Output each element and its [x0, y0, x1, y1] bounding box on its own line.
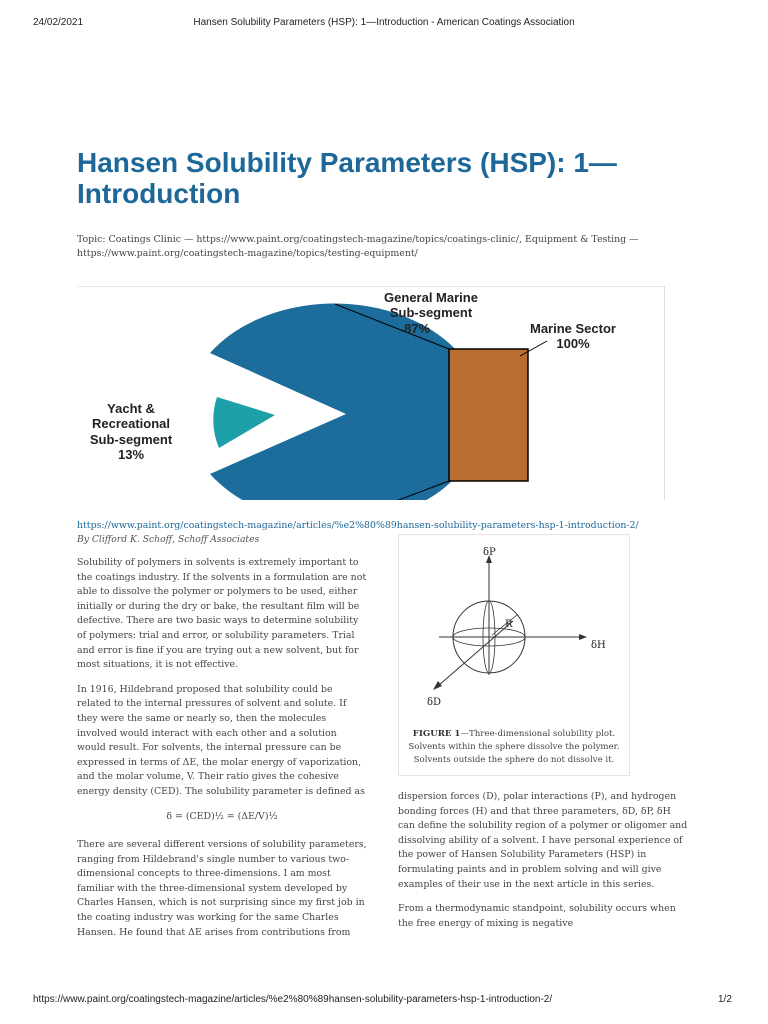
print-date: 24/02/2021: [33, 17, 84, 28]
figure-1-caption: [407, 728, 621, 767]
paragraph-5: From a thermodynamic standpoint, solubility occurs when the free energy of mixing is negative: [398, 903, 676, 929]
paragraph-1: Solubility of polymers in solvents is extremely important to the coatings industry. If the solvents in a formulation are not able to dissolve the polymer or polymers to be used, either initially or during the dry or bake, the resultant film will be defective. There are two basic ways to determine solubility of polymers: trial and error, or solubility parameters. Trial and error is fine if you are trying out a new solvent, but for most situations, it is not effective.: [77, 557, 367, 671]
label-yacht-line3: Sub-segment: [89, 432, 173, 447]
print-page-title: Hansen Solubility Parameters (HSP): 1—Introduction - American Coatings Association: [193, 17, 575, 28]
topic-line: [77, 233, 697, 261]
footer-page-number: 1/2: [718, 994, 732, 1005]
paragraph-3: There are several different versions of solubility parameters, ranging from Hildebrand's single number to various two-dimensional concepts to three-dimensions. I am most familiar with the three-dimensional system developed by Charles Hansen, which is not surprising since my first job in the coating industry was working for the same Charles Hansen. He found that ΔE arises from contributions from: [77, 839, 367, 938]
paragraph-2: In 1916, Hildebrand proposed that solubility could be related to the internal pressures of solvent and solute. If they were the same or nearly so, then the molecules involved would interact with each other and a solution would result. For solvents, the internal pressure can be expressed in terms of ΔE, the molar energy of vaporization, and the molar volume, V. Their ratio gives the cohesive energy density (CED). The solubility parameter is defined as: [77, 683, 365, 797]
article-link[interactable]: https://www.paint.org/coatingstech-magazine/articles/%e2%80%89hansen-solubility-parameters-hsp-1-introduction-2/: [77, 520, 639, 531]
paragraph-4: dispersion forces (D), polar interactions (P), and hydrogen bonding forces (H) and that three parameters, δD, δP, δH can define the solubility region of a polymer or oligomer and dissolving ability of a solvent. I have personal experience of the power of Hansen Solubility Parameters (HSP) in formulating paints and in problem solving and will give examples of their use in the next article in this series.: [398, 791, 688, 890]
label-yacht-line1: Yacht &: [107, 401, 155, 416]
general-marine-pie: [210, 304, 483, 501]
label-general-line2: Sub-segment: [389, 305, 473, 320]
topic-line-1: Topic: Coatings Clinic — https://www.paint.org/coatingstech-magazine/topics/coatings-clinic/, Equipment & Testing —: [77, 234, 639, 245]
radius-label: R: [505, 619, 513, 630]
topic-line-2: https://www.paint.org/coatingstech-magazine/topics/testing-equipment/: [77, 248, 418, 259]
figure-1-caption-label: FIGURE 1: [412, 729, 461, 739]
axis-h-label: δH: [591, 640, 606, 651]
yacht-slice: [213, 397, 275, 448]
marine-segment-figure: [77, 286, 665, 500]
axis-d-label: δD: [427, 697, 442, 708]
footer-url: https://www.paint.org/coatingstech-magazine/articles/%e2%80%89hansen-solubility-parameters-hsp-1-introduction-2/: [33, 994, 553, 1005]
axis-h-arrow: [579, 634, 587, 640]
solubility-sphere-plot: [399, 535, 629, 725]
solubility-formula: δ = (CED)½ = (ΔE/V)½: [166, 810, 278, 822]
figure-1: [398, 534, 630, 776]
label-sector-pct: 100%: [556, 336, 590, 351]
left-column: [77, 556, 367, 950]
byline: By Clifford K. Schoff, Schoff Associates: [77, 534, 260, 545]
label-yacht-pct: 13%: [117, 447, 145, 462]
right-column: [398, 790, 690, 941]
axis-d-line: [439, 621, 513, 685]
figure-1-caption-text: —Three-dimensional solubility plot. Solvents within the sphere dissolve the polymer. Solvents outside the sphere do not dissolve it.: [408, 729, 620, 765]
marine-sector-bar: [449, 349, 528, 481]
axis-d-arrow: [433, 681, 442, 690]
label-sector-line1: Marine Sector: [530, 321, 616, 336]
label-yacht-line2: Recreational: [91, 416, 171, 431]
article-title: Hansen Solubility Parameters (HSP): 1—Introduction: [77, 147, 617, 209]
axis-p-label: δP: [483, 547, 496, 558]
label-general-line1: General Marine: [384, 290, 478, 305]
label-general-pct: 87%: [403, 321, 431, 336]
